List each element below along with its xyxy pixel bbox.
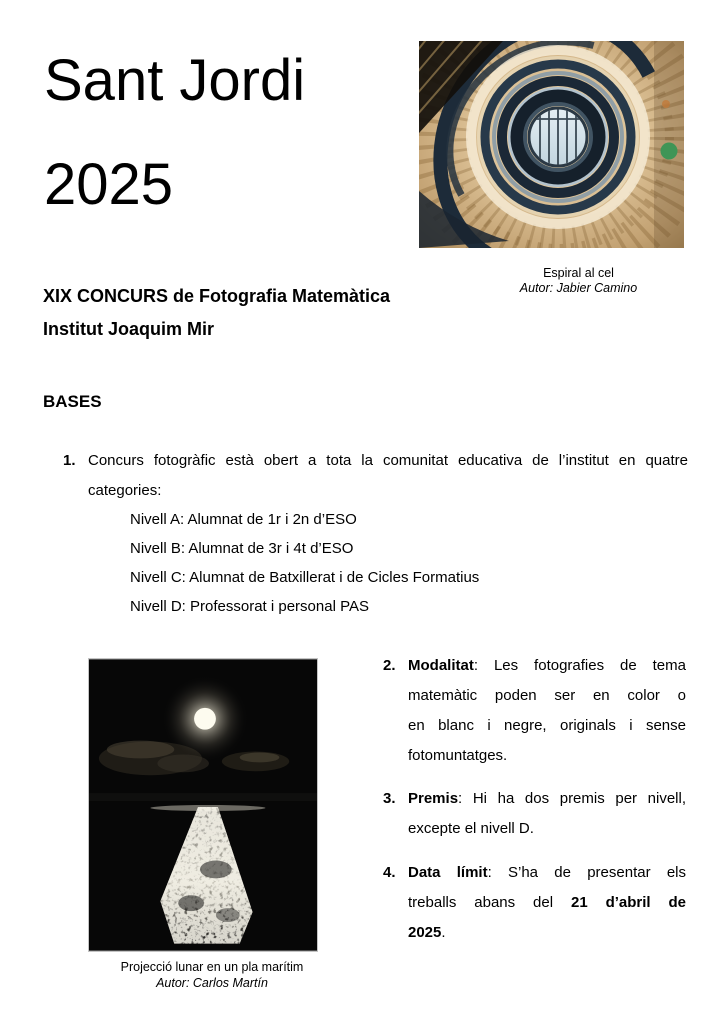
item-4-line-3: 2025. xyxy=(408,924,446,941)
level-b: Nivell B: Alumnat de 3r i 4t d’ESO xyxy=(130,540,354,557)
spiral-credit-text: Autor: Jabier Camino xyxy=(519,281,638,295)
item-1-text xyxy=(88,446,688,506)
level-d: Nivell D: Professorat i personal PAS xyxy=(130,598,369,615)
item-1-number: 1. xyxy=(63,452,76,469)
item-4-number: 4. xyxy=(383,864,396,881)
item-3-line-1: Premis: Hi ha dos premis per nivell, xyxy=(408,790,686,807)
section-heading-bases: BASES xyxy=(43,392,102,411)
item-3-text xyxy=(408,784,686,844)
moon-caption-text: Projecció lunar en un pla marítim xyxy=(120,960,304,974)
moon-credit-text: Autor: Carlos Martín xyxy=(156,976,268,990)
spiral-photo-caption xyxy=(446,266,711,296)
moon-sea-photo xyxy=(88,658,318,952)
rule-item-2 xyxy=(383,651,686,771)
subtitle-line-2: Institut Joaquim Mir xyxy=(43,319,214,339)
item-1-line-2: categories: xyxy=(88,482,162,499)
rule-item-4 xyxy=(383,858,686,948)
contest-subtitle xyxy=(43,280,390,346)
item-3-line-2: excepte el nivell D. xyxy=(408,820,534,837)
item-2-line-1: Modalitat: Les fotografies de tema xyxy=(408,657,686,674)
item-2-line-4: fotomuntatges. xyxy=(408,747,508,764)
item-2-text xyxy=(408,651,686,771)
level-c: Nivell C: Alumnat de Batxillerat i de Cicles Formatius xyxy=(130,569,480,586)
item-4-line-2: treballs abans del 21 d’abril de xyxy=(408,894,686,911)
moon-photo-caption xyxy=(82,959,342,991)
item-4-line-1: Data límit: S’ha de presentar els xyxy=(408,864,686,881)
rule-item-1 xyxy=(63,446,688,506)
item-2-line-2: matemàtic poden ser en color o xyxy=(408,687,686,704)
level-a: Nivell A: Alumnat de 1r i 2n d’ESO xyxy=(130,511,357,528)
moon-sea-image xyxy=(89,659,317,951)
page-title xyxy=(44,29,305,237)
spiral-staircase-photo xyxy=(419,41,684,248)
title-line-1: Sant Jordi xyxy=(44,48,306,113)
category-levels-list xyxy=(130,505,479,621)
rules-right-column xyxy=(383,651,686,948)
item-2-line-3: en blanc i negre, originals i sense xyxy=(408,717,686,734)
spiral-caption-text: Espiral al cel xyxy=(543,266,614,280)
item-1-line-1: Concurs fotogràfic està obert a tota la comunitat educativa de l’institut en quatre xyxy=(88,452,688,469)
item-2-number: 2. xyxy=(383,657,396,674)
title-line-2: 2025 xyxy=(44,152,174,217)
subtitle-line-1: XIX CONCURS de Fotografia Matemàtica xyxy=(43,286,391,306)
item-3-number: 3. xyxy=(383,790,396,807)
rule-item-3 xyxy=(383,784,686,844)
spiral-staircase-image xyxy=(419,41,684,248)
item-4-text xyxy=(408,858,686,948)
